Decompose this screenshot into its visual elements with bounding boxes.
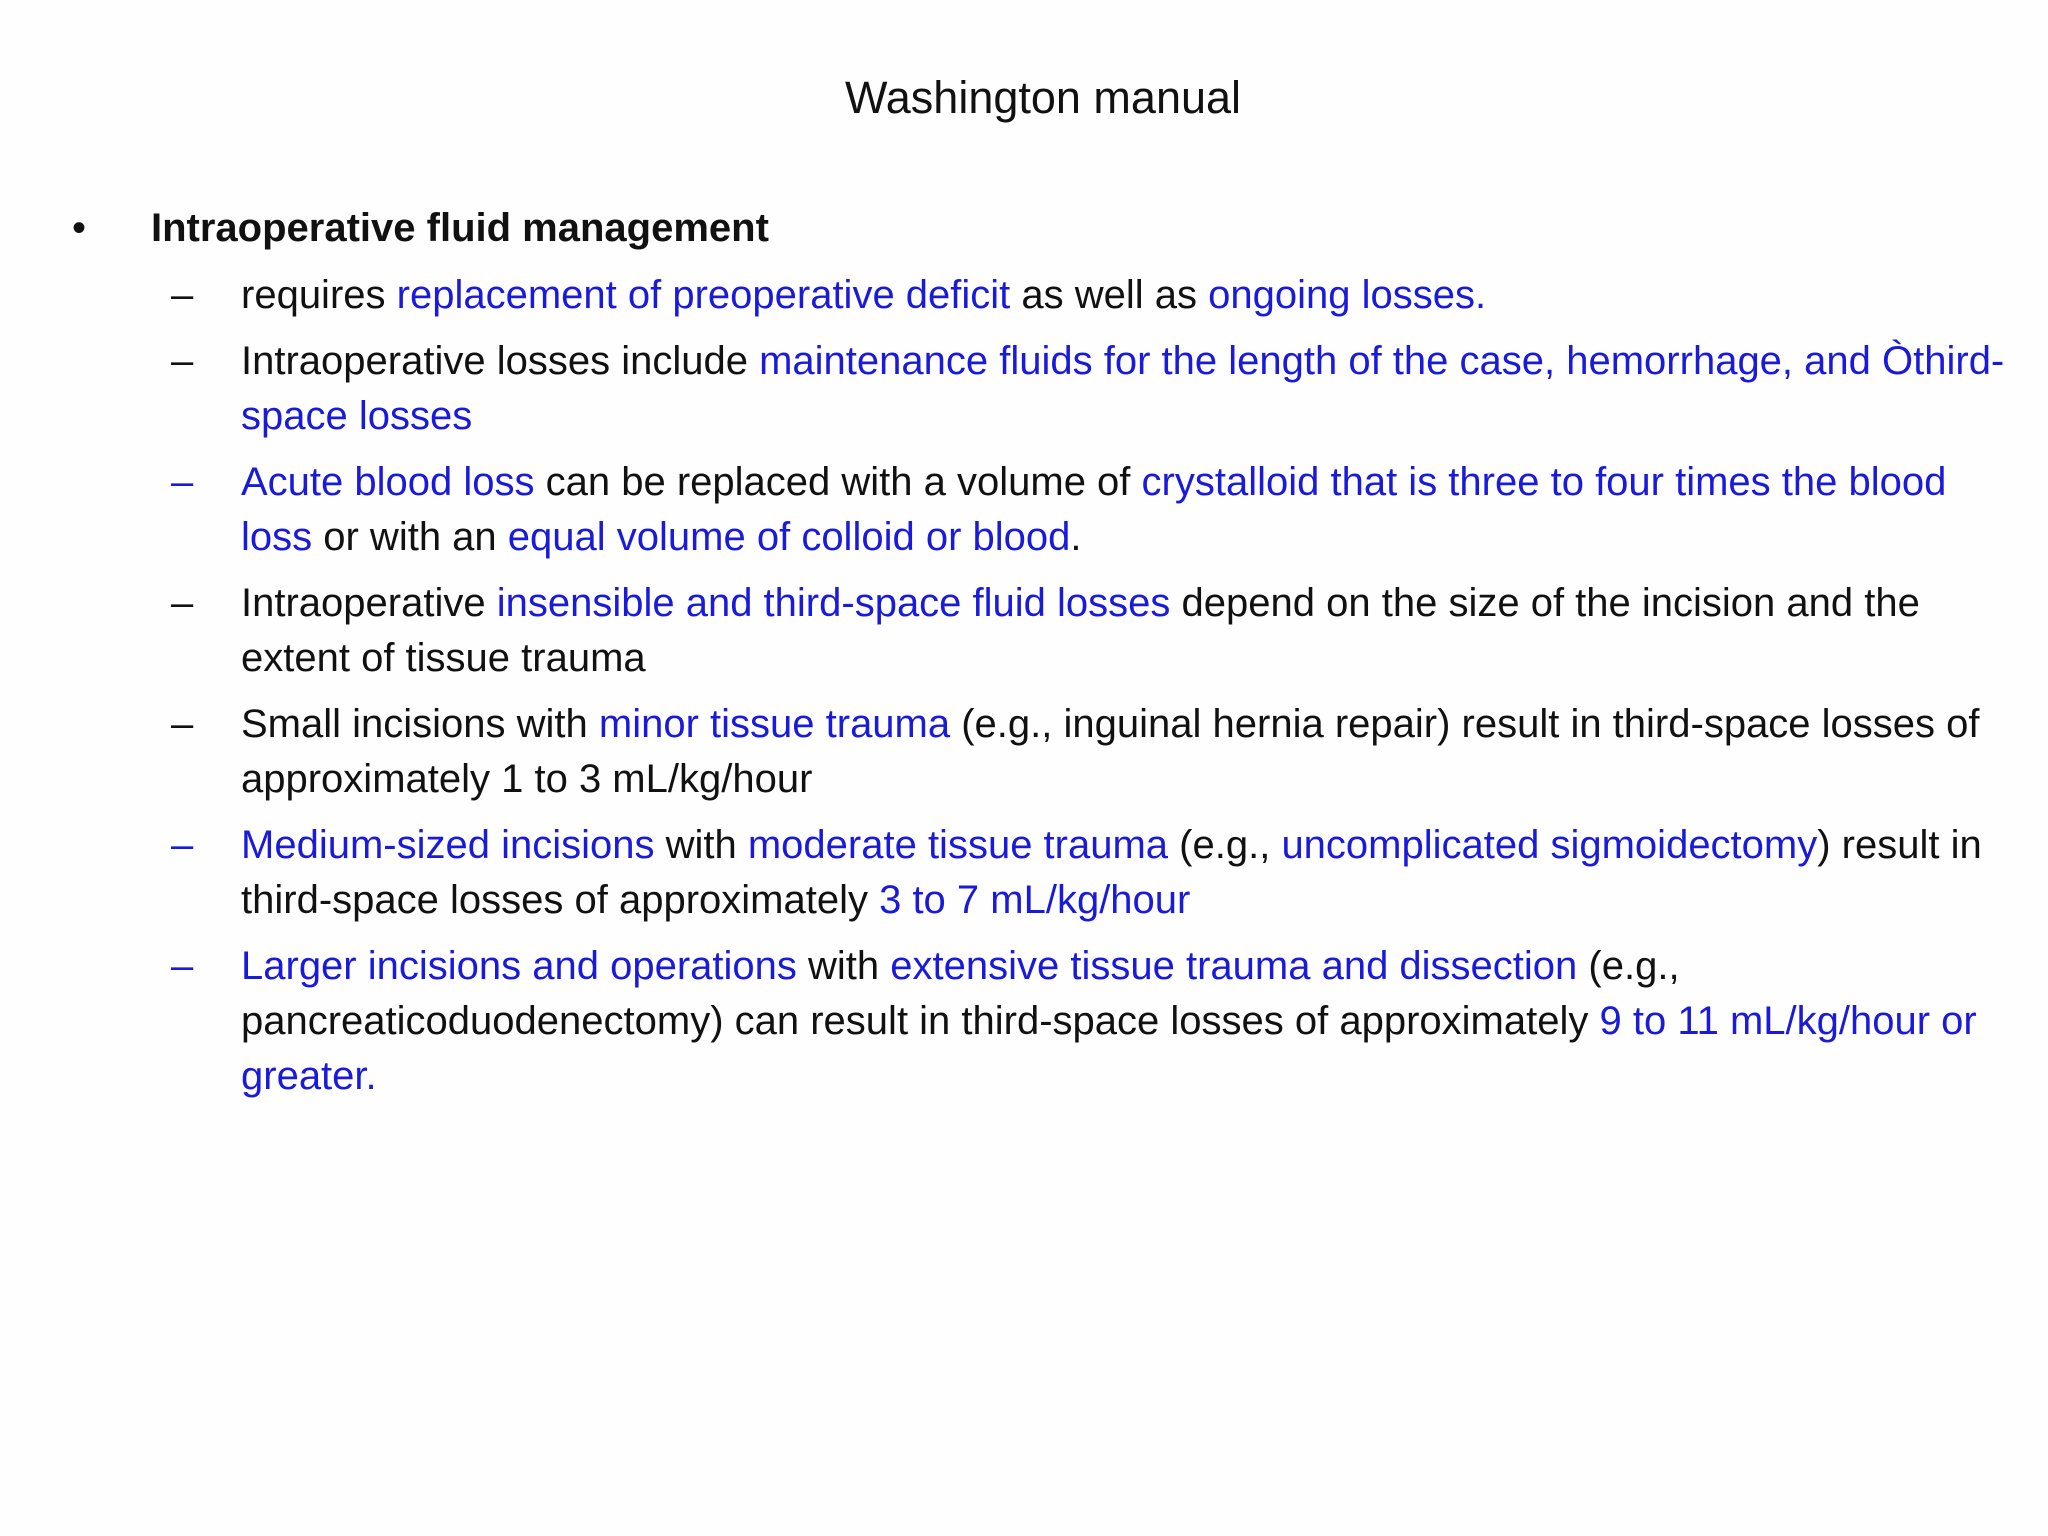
- text-segment: (e.g.,: [1168, 823, 1282, 867]
- text-segment: Intraoperative losses include: [241, 339, 760, 383]
- dash-marker: –: [171, 460, 194, 504]
- main-bullet-heading: Intraoperative fluid management: [151, 206, 769, 250]
- highlighted-phrase: ongoing losses.: [1208, 273, 1487, 317]
- text-segment: depend on the size of the incision and the extent of tissue trauma: [241, 581, 1920, 680]
- dash-marker: –: [171, 944, 194, 988]
- text-segment: with: [654, 823, 748, 867]
- highlighted-phrase: 9 to 11 mL/kg/hour or greater.: [241, 999, 1977, 1098]
- text-segment: Small incisions with: [241, 702, 599, 746]
- bullet-marker: •: [72, 206, 87, 250]
- text-segment: can be replaced with a volume of: [534, 460, 1142, 504]
- dash-marker: –: [171, 823, 194, 867]
- sub-bullet-text: [241, 697, 2021, 807]
- sub-bullet-text: [241, 939, 2021, 1104]
- highlighted-phrase: equal volume of colloid or blood: [507, 515, 1071, 559]
- highlighted-phrase: moderate tissue trauma: [747, 823, 1169, 867]
- dash-marker: –: [171, 273, 194, 317]
- highlighted-phrase: crystalloid that is three to four times the blood loss: [241, 460, 1947, 559]
- sub-bullet-item: [0, 455, 2048, 565]
- highlighted-phrase: uncomplicated sigmoidectomy: [1281, 823, 1818, 867]
- sub-bullet-item: [0, 939, 2048, 1104]
- highlighted-phrase: replacement of preoperative deficit: [396, 273, 1011, 317]
- sub-bullet-item: [0, 818, 2048, 928]
- sub-bullet-text: [241, 818, 2021, 928]
- sub-bullet-item: [0, 697, 2048, 807]
- sub-bullet-item: [0, 334, 2048, 444]
- dash-marker: –: [171, 339, 194, 383]
- sub-bullet-text: [241, 334, 2021, 444]
- text-segment: (e.g., pancreaticoduodenectomy) can result in third-space losses of approximately: [241, 944, 1680, 1043]
- highlighted-phrase: Larger incisions and operations: [241, 944, 797, 988]
- sub-bullet-item: [0, 268, 2048, 323]
- text-segment: or with an: [312, 515, 508, 559]
- text-segment: with: [796, 944, 891, 988]
- highlighted-phrase: Acute blood loss: [241, 460, 535, 504]
- sub-bullet-text: [241, 268, 2021, 323]
- highlighted-phrase: extensive tissue trauma and dissection: [890, 944, 1578, 988]
- text-segment: ) result in third-space losses of approximately: [241, 823, 1982, 922]
- sub-bullet-text: [241, 576, 2021, 686]
- text-segment: as well as: [1010, 273, 1209, 317]
- sub-bullet-list: [0, 268, 2048, 1115]
- sub-bullet-item: [0, 576, 2048, 686]
- highlighted-phrase: minor tissue trauma: [598, 702, 951, 746]
- slide-title: Washington manual: [844, 72, 1242, 123]
- dash-marker: –: [171, 581, 194, 625]
- text-segment: (e.g., inguinal hernia repair) result in third-space losses of approximately 1 to 3 mL/kg/hour: [241, 702, 1980, 801]
- text-segment: requires: [241, 273, 397, 317]
- highlighted-phrase: 3 to 7 mL/kg/hour: [879, 878, 1191, 922]
- highlighted-phrase: maintenance fluids for the length of the case, hemorrhage, and Òthird-space losses: [241, 339, 2005, 438]
- sub-bullet-text: [241, 455, 2021, 565]
- text-segment: .: [1070, 515, 1082, 559]
- text-segment: Intraoperative: [241, 581, 497, 625]
- highlighted-phrase: insensible and third-space fluid losses: [496, 581, 1171, 625]
- highlighted-phrase: Medium-sized incisions: [241, 823, 655, 867]
- dash-marker: –: [171, 702, 194, 746]
